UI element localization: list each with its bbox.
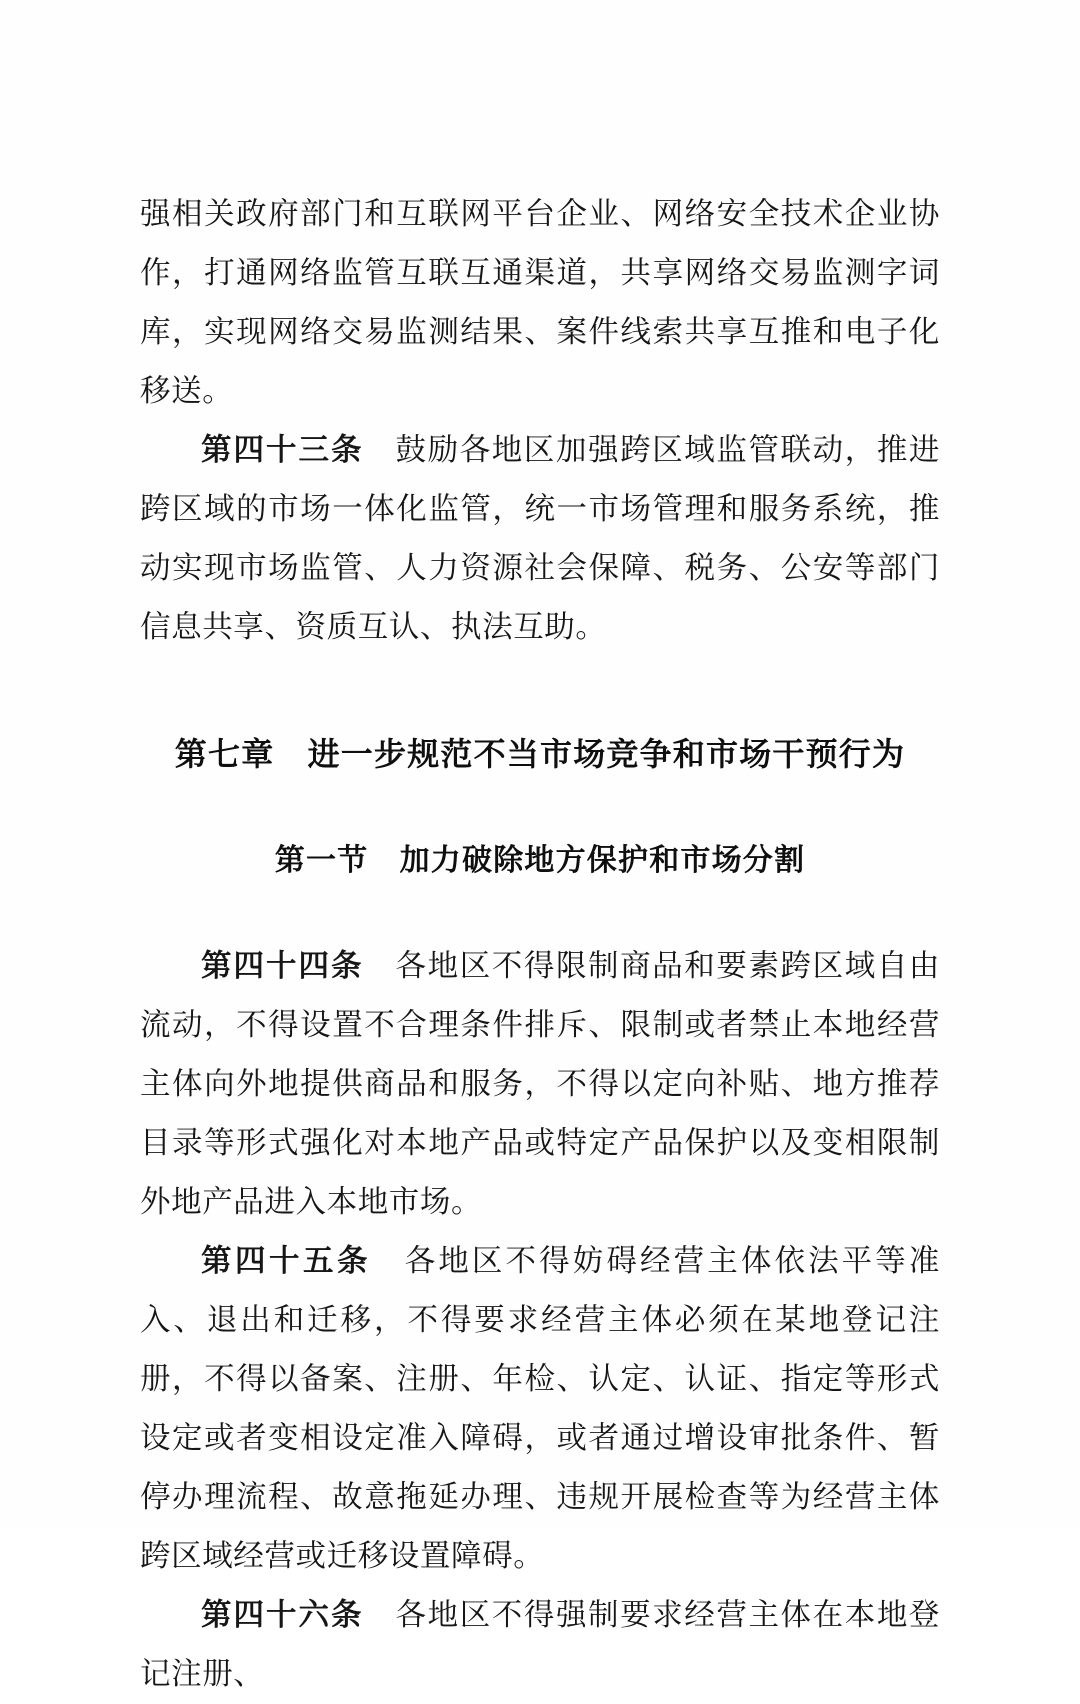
article-text-46: 各地区不得强制要求经营主体在本地登记注册、 bbox=[140, 1598, 941, 1692]
paragraph-article-46 bbox=[140, 1586, 940, 1704]
spacer-after-chapter bbox=[140, 775, 940, 835]
article-text-45: 各地区不得妨碍经营主体依法平等准入、退出和迁移，不得要求经营主体必须在某地登记注册，不得以备案、注册、年检、认定、认证、指定等形式设定或者变相设定准入障碍，或者通过增设审批条件、暂停办理流程、故意拖延办理、违规开展检查等为经营主体跨区域经营或迁移设置障碍。 bbox=[140, 1244, 941, 1574]
spacer-after-section bbox=[140, 879, 940, 937]
article-number-46: 第四十六条 bbox=[201, 1597, 364, 1633]
spacer-before-chapter bbox=[140, 657, 940, 729]
paragraph-article-44 bbox=[140, 937, 940, 1232]
article-text-43: 鼓励各地区加强跨区域监管联动，推进跨区域的市场一体化监管，统一市场管理和服务系统，推动实现市场监管、人力资源社会保障、税务、公安等部门信息共享、资质互认、执法互助。 bbox=[140, 433, 941, 645]
paragraph-article-45 bbox=[140, 1232, 940, 1586]
document-body bbox=[140, 185, 940, 1704]
article-number-43: 第四十三条 bbox=[201, 432, 364, 468]
article-number-44: 第四十四条 bbox=[201, 948, 364, 984]
article-number-45: 第四十五条 bbox=[201, 1243, 372, 1279]
paragraph-continuation: 强相关政府部门和互联网平台企业、网络安全技术企业协作，打通网络监管互联互通渠道，共享网络交易监测字词库，实现网络交易监测结果、案件线索共享互推和电子化移送。 bbox=[140, 197, 940, 409]
article-text-44: 各地区不得限制商品和要素跨区域自由流动，不得设置不合理条件排斥、限制或者禁止本地经营主体向外地提供商品和服务，不得以定向补贴、地方推荐目录等形式强化对本地产品或特定产品保护以及变相限制外地产品进入本地市场。 bbox=[140, 949, 941, 1220]
paragraph-article-43 bbox=[140, 421, 940, 657]
section-heading: 第一节 加力破除地方保护和市场分割 bbox=[274, 843, 806, 878]
chapter-heading: 第七章 进一步规范不当市场竞争和市场干预行为 bbox=[174, 735, 906, 773]
